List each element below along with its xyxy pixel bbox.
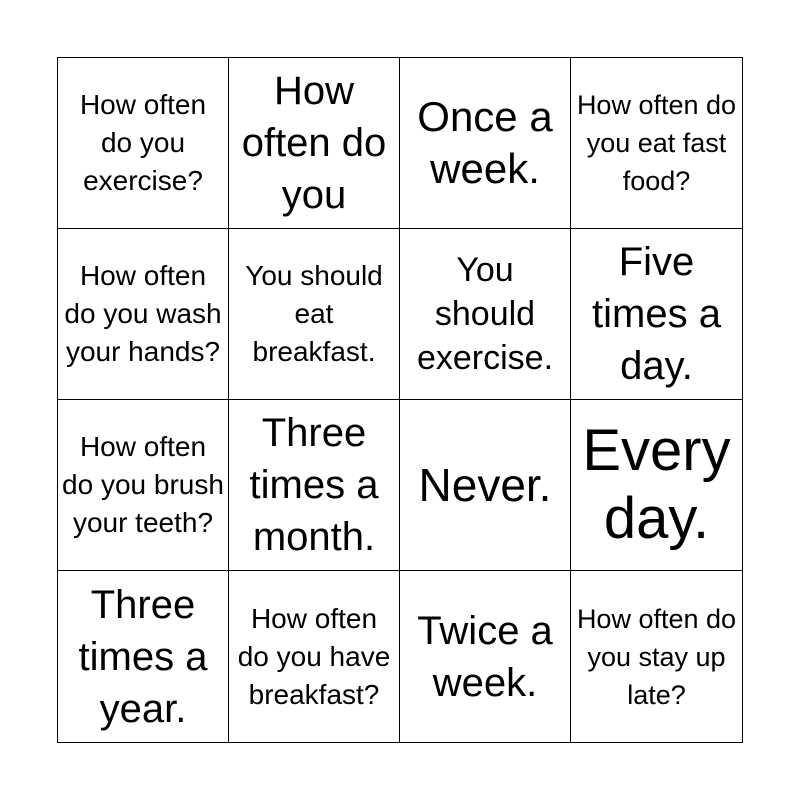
cell-text: Never.	[418, 459, 552, 511]
cell-text: You should eat breakfast.	[245, 260, 383, 367]
cell-text: How often do you brush your teeth?	[62, 431, 224, 538]
bingo-cell[interactable]	[571, 58, 742, 229]
bingo-board	[57, 57, 743, 743]
cell-text: How often do you exercise?	[79, 89, 207, 196]
cell-text: Five times a day.	[592, 240, 721, 388]
bingo-cell[interactable]	[58, 229, 229, 400]
bingo-cell[interactable]	[229, 58, 400, 229]
bingo-cell[interactable]	[229, 400, 400, 571]
bingo-cell[interactable]	[58, 58, 229, 229]
cell-text: Once a week.	[417, 93, 553, 192]
bingo-cell[interactable]	[400, 400, 571, 571]
bingo-cell[interactable]	[571, 400, 742, 571]
cell-text: Twice a week.	[417, 608, 553, 705]
cell-text: How often do you eat fast food?	[576, 90, 737, 196]
cell-text: You should exercise.	[416, 251, 554, 377]
bingo-cell[interactable]	[571, 229, 742, 400]
bingo-cell[interactable]	[400, 571, 571, 742]
bingo-cell[interactable]	[58, 400, 229, 571]
bingo-cell[interactable]	[58, 571, 229, 742]
bingo-cell[interactable]	[400, 229, 571, 400]
bingo-cell[interactable]	[229, 229, 400, 400]
cell-text: Three times a year.	[78, 582, 208, 731]
cell-text: How often do you	[241, 69, 387, 217]
bingo-cell[interactable]	[571, 571, 742, 742]
cell-text: How often do you wash your hands?	[64, 260, 222, 367]
cell-text: How often do you have breakfast?	[237, 602, 391, 710]
cell-text: Three times a month.	[249, 411, 379, 559]
bingo-cell[interactable]	[400, 58, 571, 229]
cell-text: Every day.	[582, 418, 731, 551]
bingo-cell[interactable]	[229, 571, 400, 742]
cell-text: How often do you stay up late?	[576, 603, 737, 710]
